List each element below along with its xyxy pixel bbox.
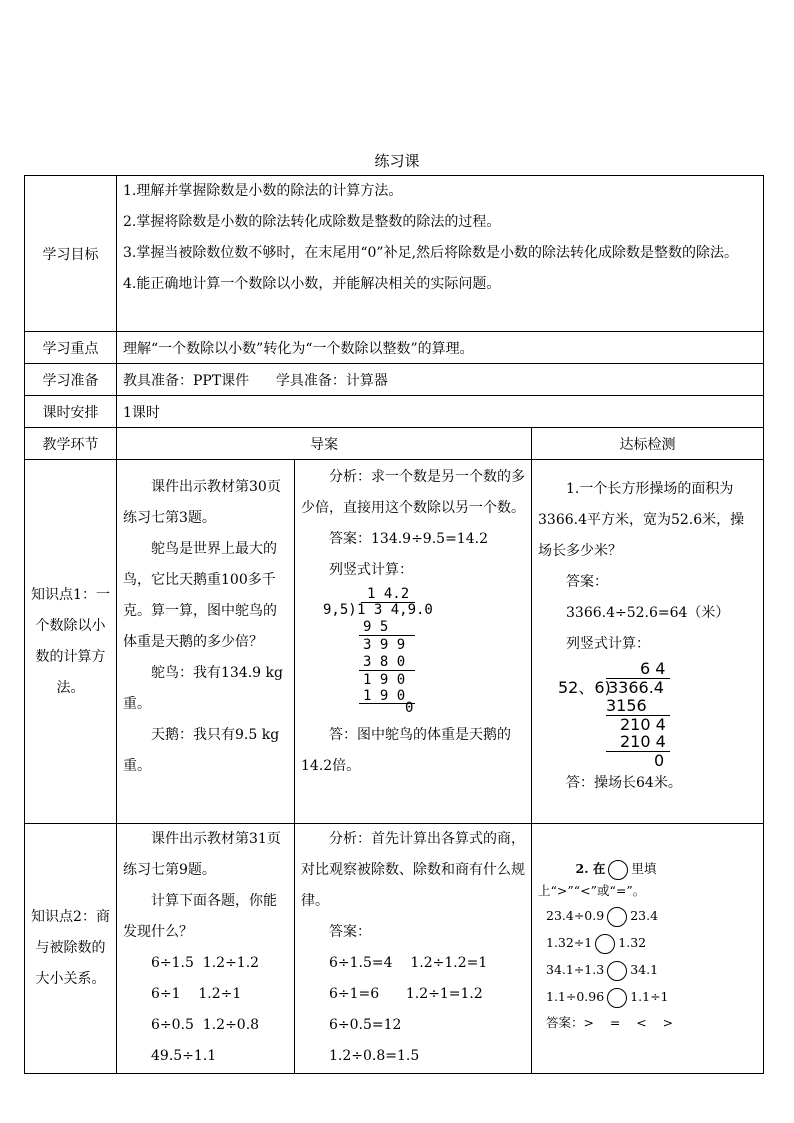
guide-expression: 6÷1.5 1.2÷1.2 [151,955,260,971]
compare-right: 1.1÷1 [630,989,669,1004]
compare-item [532,956,763,983]
goal-item: 1.理解并掌握除数是小数的除法的计算方法。 [123,183,403,199]
answer-text: 答案：134.9÷9.5=14.2 [329,531,488,547]
guide-expression: 49.5÷1.1 [151,1048,217,1064]
guide-expression: 6÷1 1.2÷1 [151,986,242,1002]
compare-left: 23.4÷0.9 [546,908,605,923]
quotient: 6 4 [640,659,666,678]
compare-right: 1.32 [618,935,647,950]
prep-row [25,364,764,396]
check-question: 1.一个长方形操场的面积为3366.4平方米，宽为52.6米，操场长多少米？ [538,481,745,559]
hours-text: 1课时 [123,404,160,421]
hours-row [25,396,764,428]
step: 1 9 0 [363,672,406,688]
vertical-label: 列竖式计算： [329,562,413,578]
k1-label [25,460,117,824]
hours-label: 课时安排 [25,396,117,428]
question-suffix: 里填上“>”“<”或“=”。 [538,861,657,898]
k1-guide-right [295,460,532,824]
check-question [532,858,763,902]
goal-item: 4.能正确地计算一个数除以小数，并能解决相关的实际问题。 [123,276,501,292]
compare-item [532,929,763,956]
answer-line: 1.2÷0.8=1.5 [329,1048,420,1064]
header-stage: 教学环节 [25,428,117,460]
step: 9 5 [363,619,389,635]
step: 3 8 0 [363,654,406,670]
guide-paragraph: 鸵鸟：我有134.9 kg重。 [123,665,283,712]
step: 3 9 9 [363,637,406,653]
compare-right: 34.1 [630,962,659,977]
divisor: 52、6) [558,678,611,697]
guide-expression: 6÷0.5 1.2÷0.8 [151,1017,260,1033]
k2-label [25,824,117,1074]
check-answer-label: 答案： [566,574,608,590]
k2-check [532,824,764,1074]
answer-label: 答案： [329,924,371,940]
k1-label-text: 知识点1：一个数除以小数的计算方法。 [31,586,110,696]
goals-content [117,176,764,332]
divisor: 9,5) [323,602,357,618]
blank-circle-icon[interactable] [607,961,627,981]
step: 0 [405,700,414,716]
guide-paragraph: 课件出示教材第31页练习七第9题。 [123,831,281,878]
check-answer: 3366.4÷52.6=64（米） [566,605,730,621]
blank-circle-icon [608,860,628,880]
answer-line: 6÷1.5=4 1.2÷1.2=1 [329,955,488,971]
header-check: 达标检测 [532,428,764,460]
prep-text: 教具准备：PPT课件 学具准备：计算器 [123,372,388,389]
long-division-1 [323,586,531,714]
focus-text: 理解“一个数除以小数”转化为“一个数除以整数”的算理。 [123,340,474,357]
lesson-plan-table [24,175,764,1074]
step: 210 4 [620,715,666,734]
k1-check [532,460,764,824]
step: 3156 [606,696,647,715]
header-row [25,428,764,460]
goal-item: 2.掌握将除数是小数的除法转化成除数是整数的除法的过程。 [123,214,501,230]
goals-label: 学习目标 [25,176,117,332]
compare-left: 1.1÷0.96 [546,989,605,1004]
guide-paragraph: 课件出示教材第30页练习七第3题。 [123,479,281,526]
compare-left: 34.1÷1.3 [546,962,605,977]
quotient: 1 4.2 [367,586,410,602]
k2-guide-left [117,824,295,1074]
answer-line: 6÷1=6 1.2÷1=1.2 [329,986,483,1002]
focus-row [25,332,764,364]
page-title: 练习课 [374,152,420,170]
answer-line: 6÷0.5=12 [329,1017,402,1033]
compare-item [532,902,763,929]
step: 0 [654,751,665,770]
conclusion-text: 答：图中鸵鸟的体重是天鹅的14.2倍。 [301,727,511,774]
long-division-2 [558,659,763,770]
compare-right: 23.4 [630,908,659,923]
analysis-text: 分析：首先计算出各算式的商，对比观察被除数、除数和商有什么规律。 [301,831,525,909]
prep-label: 学习准备 [25,364,117,396]
guide-paragraph: 计算下面各题，你能发现什么？ [123,893,277,940]
dividend: 1 3 4,9.0 [357,602,433,618]
header-guide: 导案 [117,428,532,460]
check-answer: 答案：> = < > [546,1015,674,1030]
guide-paragraph: 鸵鸟是世界上最大的鸟，它比天鹅重100多千克。算一算，图中鸵鸟的体重是天鹅的多少倍？ [123,541,277,650]
k1-guide-left [117,460,295,824]
compare-item [532,983,763,1010]
guide-paragraph: 天鹅：我只有9.5 kg重。 [123,727,280,774]
question-prefix: 2. 在 [575,861,606,876]
goals-row [25,176,764,332]
blank-circle-icon[interactable] [607,907,627,927]
dividend: 3366.4 [608,678,664,697]
blank-circle-icon[interactable] [607,988,627,1008]
k1-row [25,460,764,824]
k2-guide-right [295,824,532,1074]
analysis-text: 分析：求一个数是另一个数的多少倍，直接用这个数除以另一个数。 [301,469,525,516]
blank-circle-icon[interactable] [595,934,615,954]
conclusion-text: 答：操场长64米。 [566,775,682,791]
compare-left: 1.32÷1 [546,935,593,950]
k2-label-text: 知识点2：商与被除数的大小关系。 [31,909,110,987]
vertical-label: 列竖式计算： [566,636,650,652]
step: 210 4 [620,732,666,751]
focus-label: 学习重点 [25,332,117,364]
step: 1 9 0 [363,688,406,704]
k2-row [25,824,764,1074]
goal-item: 3.掌握当被除数位数不够时，在末尾用“0”补足,然后将除数是小数的除法转化成除数是整数的除法。 [123,245,739,261]
